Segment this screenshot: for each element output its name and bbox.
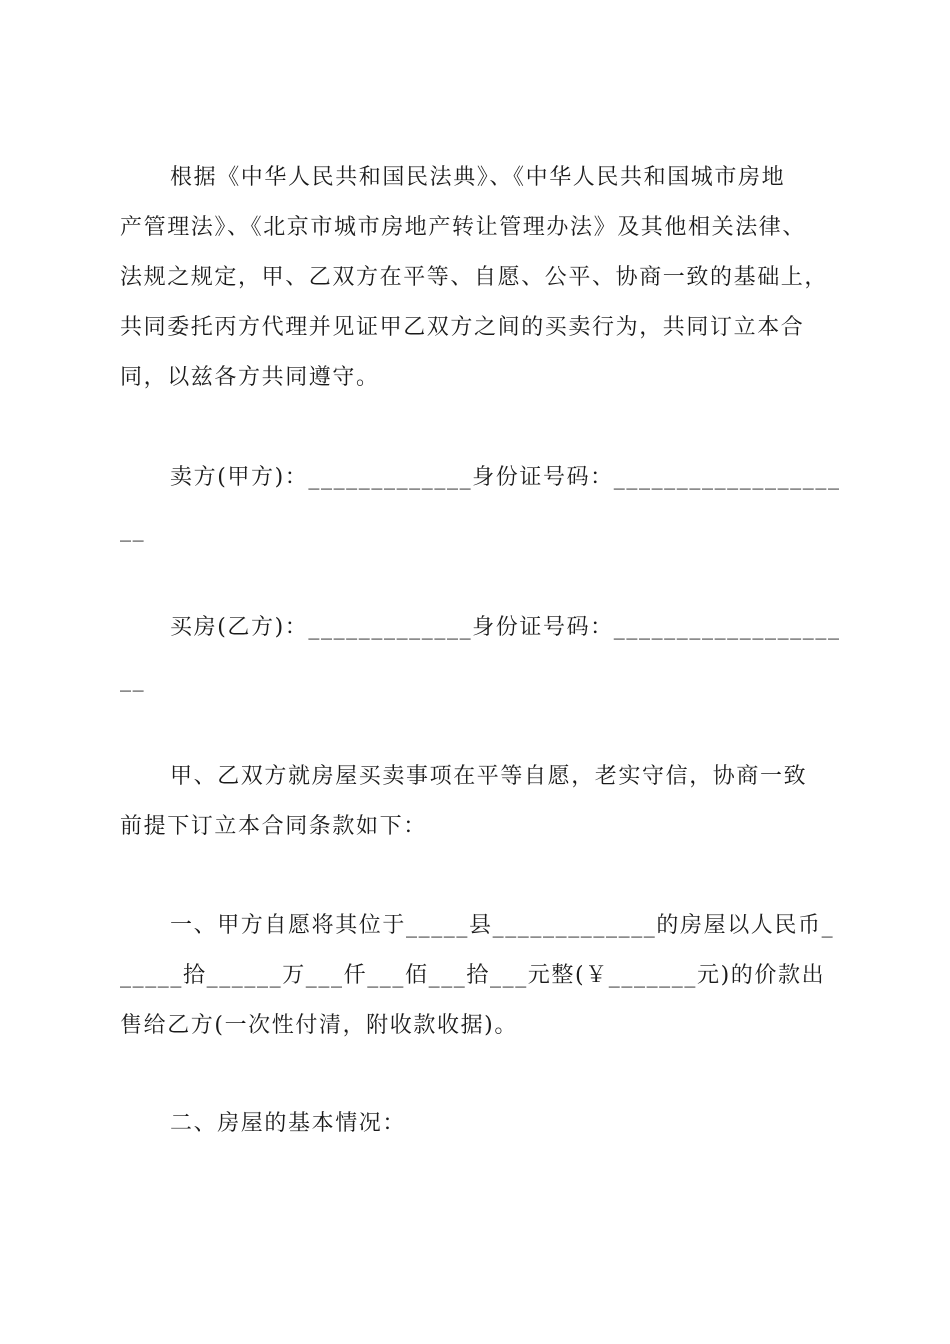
clause2-heading: 二、房屋的基本情况：	[170, 1111, 407, 1136]
seller-line: 卖方(甲方)：_____________身份证号码：__________________	[170, 465, 841, 490]
intro-line-1: 根据《中华人民共和国民法典》、《中华人民共和国城市房地	[170, 165, 786, 190]
intro-line-4: 共同委托丙方代理并见证甲乙双方之间的买卖行为，共同订立本合	[120, 315, 805, 340]
buyer-line: 买房(乙方)：_____________身份证号码：__________________	[170, 615, 841, 640]
preamble-line-2: 前提下订立本合同条款如下：	[120, 814, 427, 839]
preamble-line-1: 甲、乙双方就房屋买卖事项在平等自愿，老实守信，协商一致	[170, 764, 808, 789]
seller-line-cont: __	[120, 517, 146, 542]
intro-line-3: 法规之规定，甲、乙双方在平等、自愿、公平、协商一致的基础上，	[120, 265, 829, 290]
intro-line-2: 产管理法》、《北京市城市房地产转让管理办法》及其他相关法律、	[120, 215, 807, 240]
clause1-line-1: 一、甲方自愿将其位于_____县_____________的房屋以人民币_	[170, 913, 835, 938]
intro-line-5: 同，以兹各方共同遵守。	[120, 365, 380, 390]
clause1-line-2: _____拾______万___仟___佰___拾___元整(￥_______元)的价款出	[120, 963, 826, 988]
clause1-line-3: 售给乙方(一次性付清，附收款收据)。	[120, 1013, 518, 1038]
buyer-line-cont: __	[120, 667, 146, 692]
